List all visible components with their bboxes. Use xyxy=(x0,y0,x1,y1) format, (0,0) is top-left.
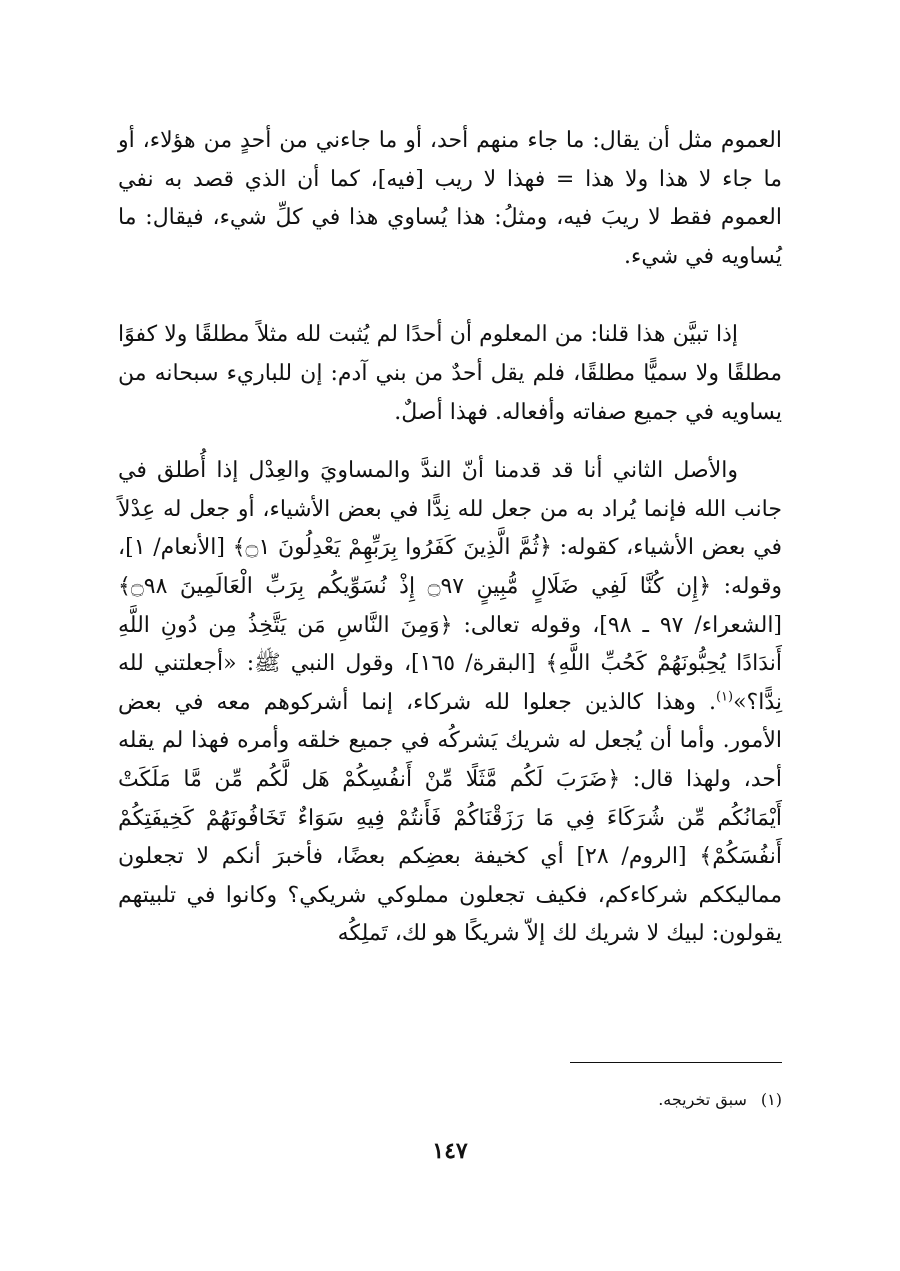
paragraph-3-text: والأصل الثاني أنا قد قدمنا أنّ الندَّ والمساويَ والعِدْل إذا أُطلق في جانب الله فإنما يُراد به من جعل لله نِدًّا في بعض الأشياء، أو جعل له عِدْلاً في بعض الأشياء، كقوله: ﴿ثُمَّ الَّذِينَ كَفَرُوا بِرَبِّهِمْ يَعْدِلُونَ ۝١﴾ [الأنعام/ ١]، وقوله: ﴿إِن كُنَّا لَفِي ضَلَالٍ مُّبِينٍ ۝٩٧ إِذْ نُسَوِّيكُم بِرَبِّ الْعَالَمِينَ ۝٩٨﴾ [الشعراء/ ٩٧ ـ ٩٨]، وقوله تعالى: ﴿وَمِنَ النَّاسِ مَن يَتَّخِذُ مِن دُونِ اللَّهِ أَندَادًا يُحِبُّونَهُمْ كَحُبِّ اللَّهِ﴾ [البقرة/ ١٦٥]، وقول النبي ﷺ: «أجعلتني لله نِدًّا؟» xyxy=(118,458,783,715)
footnote-separator xyxy=(570,1062,782,1063)
page-number: ١٤٧ xyxy=(432,1138,468,1164)
paragraph-2: إذا تبيَّن هذا قلنا: من المعلوم أن أحدًا لم يُثبت لله مثلاً مطلقًا ولا كفوًا مطلقًا ولا سميًّا مطلقًا، فلم يقل أحدٌ من بني آدم: إن للباريء سبحانه من يساويه في جميع صفاته وأفعاله. فهذا أصلٌ. xyxy=(118,322,782,425)
footnote-number: (١) xyxy=(760,1090,782,1109)
footnote xyxy=(658,1088,782,1112)
page-body xyxy=(118,122,782,954)
paragraph-3 xyxy=(118,452,782,954)
paragraph-3-continuation: . وهذا كالذين جعلوا لله شركاء، إنما أشركوهم معه في بعض الأمور. وأما أن يُجعل له شريك يَشركُه في جميع خلقه وأمره فهذا لم يقله أحد، ولهذا قال: ﴿ضَرَبَ لَكُم مَّثَلًا مِّنْ أَنفُسِكُمْ هَل لَّكُم مِّن مَّا مَلَكَتْ أَيْمَانُكُم مِّن شُرَكَاءَ فِي مَا رَزَقْنَاكُمْ فَأَنتُمْ فِيهِ سَوَاءٌ تَخَافُونَهُمْ كَخِيفَتِكُمْ أَنفُسَكُمْ﴾ [الروم/ ٢٨] أي كخيفة بعضِكم بعضًا، فأخبرَ أنكم لا تجعلون مماليككم شركاءكم، فكيف تجعلون مملوكي شريكي؟ وكانوا في تلبيتهم يقولون: لبيك لا شريك لك إلاّ شريكًا هو لك، تَملِكُه xyxy=(118,689,782,947)
footnote-text: سبق تخريجه. xyxy=(658,1090,747,1109)
footnote-reference: (١) xyxy=(715,689,734,705)
paragraph-1: العموم مثل أن يقال: ما جاء منهم أحد، أو ما جاءني من أحدٍ من هؤلاء، أو ما جاء لا هذا ولا هذا = فهذا لا ريب [فيه]، كما أن الذي قصد به نفي العموم فقط لا ريبَ فيه، ومثلُ: هذا يُساوي هذا في كلِّ شيء، فيقال: ما يُساويه في شيء. xyxy=(118,128,782,269)
